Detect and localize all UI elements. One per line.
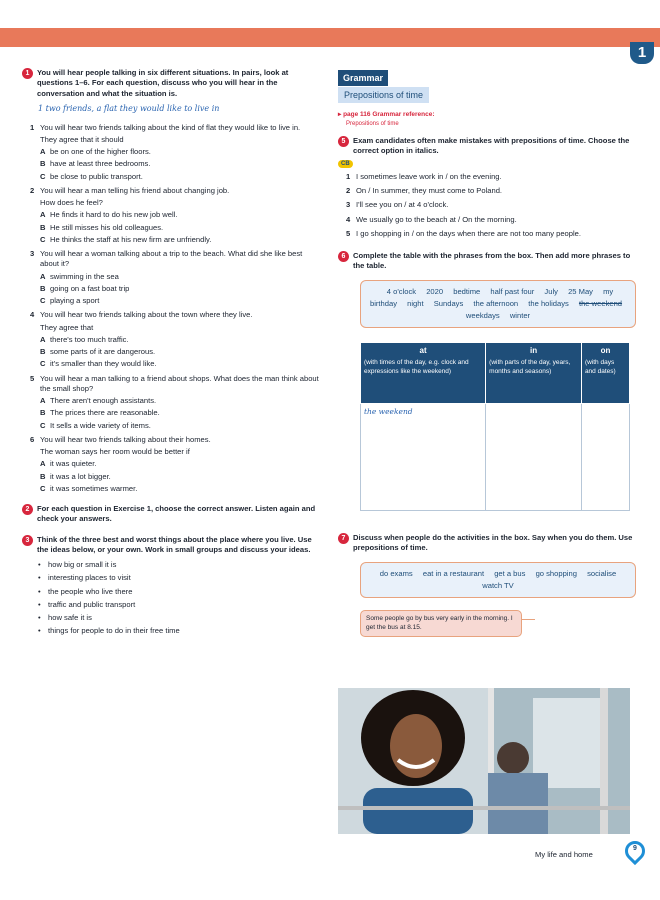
item-text: On / In summer, they must come to Poland. [356, 186, 503, 196]
item-text: I sometimes leave work in / on the evening. [356, 171, 502, 181]
table-cell [486, 404, 582, 511]
phrase-item: night [407, 298, 424, 308]
item-text: I go shopping in / on the days when there are not too many people. [356, 228, 582, 238]
question-number: 6 [30, 434, 35, 444]
task-instruction: Think of the three best and worst things about the place where you live. Use the ideas below, or your own. Work in small groups and discuss your ideas. [37, 534, 312, 554]
question-number: 2 [30, 185, 35, 195]
grammar-subheading: Prepositions of time [338, 87, 429, 103]
idea-item: • interesting places to visit [38, 573, 322, 583]
task-instruction: Exam candidates often make mistakes with prepositions of time. Choose the correct option in italics. [353, 136, 630, 156]
idea-item: • the people who live there [38, 587, 322, 597]
answer-option [40, 272, 322, 282]
option-text: It sells a wide variety of items. [50, 420, 151, 430]
option-letter: A [40, 147, 46, 157]
activity-box [360, 562, 636, 598]
grammar-reference-link[interactable] [338, 111, 636, 128]
exam-badge: CB [338, 160, 353, 168]
table-header [361, 343, 486, 404]
task-6 [338, 251, 636, 272]
option-text: There aren't enough assistants. [50, 396, 157, 406]
page-number: 9 [633, 845, 637, 852]
activity-item: do exams [379, 568, 413, 578]
exercise-item [346, 215, 636, 225]
task-number: 7 [338, 533, 349, 544]
question-text: You will hear a woman talking about a trip to the beach. What did she like best about it? [40, 249, 303, 269]
option-letter: B [40, 222, 46, 232]
task-instruction: Complete the table with the phrases from the box. Then add more phrases to the table. [353, 251, 631, 271]
question-text: You will hear a man talking to a friend about shops. What does the man think about the small shop? [40, 373, 319, 393]
option-text: The prices there are reasonable. [50, 408, 160, 418]
option-letter: B [40, 471, 46, 481]
item-number: 5 [346, 228, 351, 238]
item-number: 3 [346, 200, 351, 210]
phrase-item: the holidays [528, 298, 569, 308]
task-7 [338, 533, 636, 554]
top-color-band [0, 28, 660, 47]
option-text: it was a lot bigger. [50, 471, 111, 481]
activity-item: get a bus [494, 568, 526, 578]
table-header [581, 343, 629, 404]
option-text: playing a sport [50, 296, 100, 306]
question-text: You will hear two friends talking about the kind of flat they would like to live in. [40, 122, 301, 132]
question-stem: How does he feel? [40, 198, 103, 208]
task-instruction: You will hear people talking in six different situations. In pairs, look at questions 1–6. For each question, discuss who you will hear in the conversation and what the situation is. [37, 68, 289, 98]
option-text: be on one of the higher floors. [50, 147, 151, 157]
left-column [22, 68, 322, 637]
question-item [30, 374, 322, 395]
question-number: 1 [30, 122, 35, 132]
option-text: be close to public transport. [50, 171, 143, 181]
activity-item: watch TV [482, 580, 514, 590]
table-header [486, 343, 582, 404]
option-letter: B [40, 283, 46, 293]
question-list [22, 123, 322, 495]
reference-sub: Prepositions of time [346, 121, 399, 128]
right-column [338, 70, 636, 637]
phrase-item: weekdays [465, 310, 500, 320]
phrase-item: 4 o'clock [386, 286, 417, 296]
option-text: it was sometimes warmer. [50, 483, 138, 493]
item-number: 4 [346, 214, 351, 224]
question-stem: They agree that [40, 322, 94, 332]
table-cell: the weekend [361, 404, 486, 511]
task-3 [22, 535, 322, 556]
answer-option [40, 223, 322, 233]
grammar-heading: Grammar [338, 70, 388, 86]
answer-option [40, 484, 322, 494]
idea-list [38, 560, 322, 637]
preposition-label: at [419, 346, 427, 356]
option-letter: C [40, 296, 46, 306]
phrase-item: 2020 [426, 286, 444, 296]
question-text: You will hear a man telling his friend about changing job. [40, 185, 230, 195]
task-number: 1 [22, 68, 33, 79]
phrase-item: winter [509, 310, 531, 320]
footer-unit-title: My life and home [535, 850, 593, 859]
task-instruction: For each question in Exercise 1, choose the correct answer. Listen again and check your answers. [37, 504, 316, 524]
item-text: I'll see you on / at 4 o'clock. [356, 200, 449, 210]
answer-option [40, 421, 322, 431]
option-list [338, 172, 636, 239]
reference-label: page 116 Grammar reference: [343, 111, 435, 119]
option-text: it's smaller than they would like. [50, 359, 157, 369]
option-letter: A [40, 334, 46, 344]
idea-item: • how big or small it is [38, 560, 322, 570]
option-text: going on a fast boat trip [50, 283, 130, 293]
answer-option [40, 159, 322, 169]
question-item [30, 186, 322, 196]
answer-option [40, 396, 322, 406]
exercise-item [346, 186, 636, 196]
option-text: there's too much traffic. [50, 334, 129, 344]
activity-item: go shopping [535, 568, 577, 578]
option-letter: B [40, 408, 46, 418]
question-text: You will hear two friends talking about their homes. [40, 434, 211, 444]
task-instruction: Discuss when people do the activities in the box. Say when you do them. Use prepositions of time. [353, 533, 633, 553]
item-number: 1 [346, 171, 351, 181]
answer-option [40, 284, 322, 294]
phrase-item: the afternoon [473, 298, 519, 308]
speech-bubble: Some people go by bus very early in the morning. I get the bus at 8.15. [360, 610, 522, 638]
task-number: 3 [22, 535, 33, 546]
idea-item: • things for people to do in their free time [38, 626, 322, 636]
option-letter: A [40, 396, 46, 406]
option-letter: A [40, 271, 46, 281]
answer-option [40, 347, 322, 357]
option-letter: C [40, 420, 46, 430]
phrase-item: bedtime [453, 286, 481, 296]
prepositions-table [360, 342, 630, 511]
task-number: 2 [22, 504, 33, 515]
phrase-box [360, 280, 636, 328]
option-letter: A [40, 459, 46, 469]
question-text: You will hear two friends talking about the town where they live. [40, 310, 253, 320]
option-letter: C [40, 171, 46, 181]
phrase-item: my birthday [369, 286, 614, 308]
task-number: 5 [338, 136, 349, 147]
table-cell [581, 404, 629, 511]
option-text: He thinks the staff at his new firm are unfriendly. [50, 234, 212, 244]
option-letter: C [40, 359, 46, 369]
option-text: some parts of it are dangerous. [50, 347, 156, 357]
question-item [30, 249, 322, 270]
activity-item: socialise [587, 568, 617, 578]
preposition-usage: (with parts of the day, years, months and seasons) [489, 358, 571, 375]
preposition-usage: (with times of the day, e.g. clock and expressions like the weekend) [364, 358, 469, 375]
phrase-item: 25 May [568, 286, 593, 296]
question-item [30, 123, 322, 133]
answer-option [40, 210, 322, 220]
option-text: it was quieter. [50, 459, 97, 469]
question-number: 3 [30, 249, 35, 259]
answer-option [40, 359, 322, 369]
phrase-item: the weekend [578, 298, 623, 308]
answer-option [40, 235, 322, 245]
answer-option [40, 335, 322, 345]
activity-item: eat in a restaurant [422, 568, 485, 578]
answer-option [40, 472, 322, 482]
question-number: 5 [30, 373, 35, 383]
phrase-item: July [544, 286, 558, 296]
option-text: have at least three bedrooms. [50, 159, 151, 169]
phrase-item: Sundays [433, 298, 464, 308]
bus-passenger-photo [338, 688, 630, 834]
arrow-icon: ▸ [338, 111, 344, 119]
option-text: He finds it hard to do his new job well. [50, 210, 178, 220]
question-item [30, 310, 322, 320]
exercise-item [346, 172, 636, 182]
exercise-item [346, 200, 636, 210]
idea-item: • traffic and public transport [38, 600, 322, 610]
preposition-usage: (with days and dates) [584, 358, 616, 375]
task-number: 6 [338, 251, 349, 262]
question-item [30, 435, 322, 445]
question-stem: They agree that it should [40, 134, 124, 144]
task-2 [22, 504, 322, 525]
option-letter: B [40, 347, 46, 357]
phrase-item: half past four [490, 286, 535, 296]
preposition-label: on [600, 346, 611, 356]
item-text: We usually go to the beach at / On the morning. [356, 214, 517, 224]
answer-option [40, 459, 322, 469]
idea-item: • how safe it is [38, 613, 322, 623]
option-letter: A [40, 210, 46, 220]
task-5 [338, 136, 636, 157]
preposition-label: in [529, 346, 538, 356]
answer-option [40, 408, 322, 418]
option-text: He still misses his old colleagues. [50, 222, 164, 232]
answer-option [40, 172, 322, 182]
answer-option [40, 296, 322, 306]
task-1 [22, 68, 322, 99]
exercise-item [346, 229, 636, 239]
question-number: 4 [30, 310, 35, 320]
item-number: 2 [346, 186, 351, 196]
option-letter: B [40, 159, 46, 169]
option-letter: C [40, 483, 46, 493]
question-stem: The woman says her room would be better if [40, 447, 190, 457]
unit-number-tab: 1 [630, 42, 654, 64]
option-letter: C [40, 234, 46, 244]
answer-option [40, 147, 322, 157]
option-text: swimming in the sea [50, 271, 119, 281]
handwritten-example: 1 two friends, a flat they would like to live in [38, 103, 220, 113]
